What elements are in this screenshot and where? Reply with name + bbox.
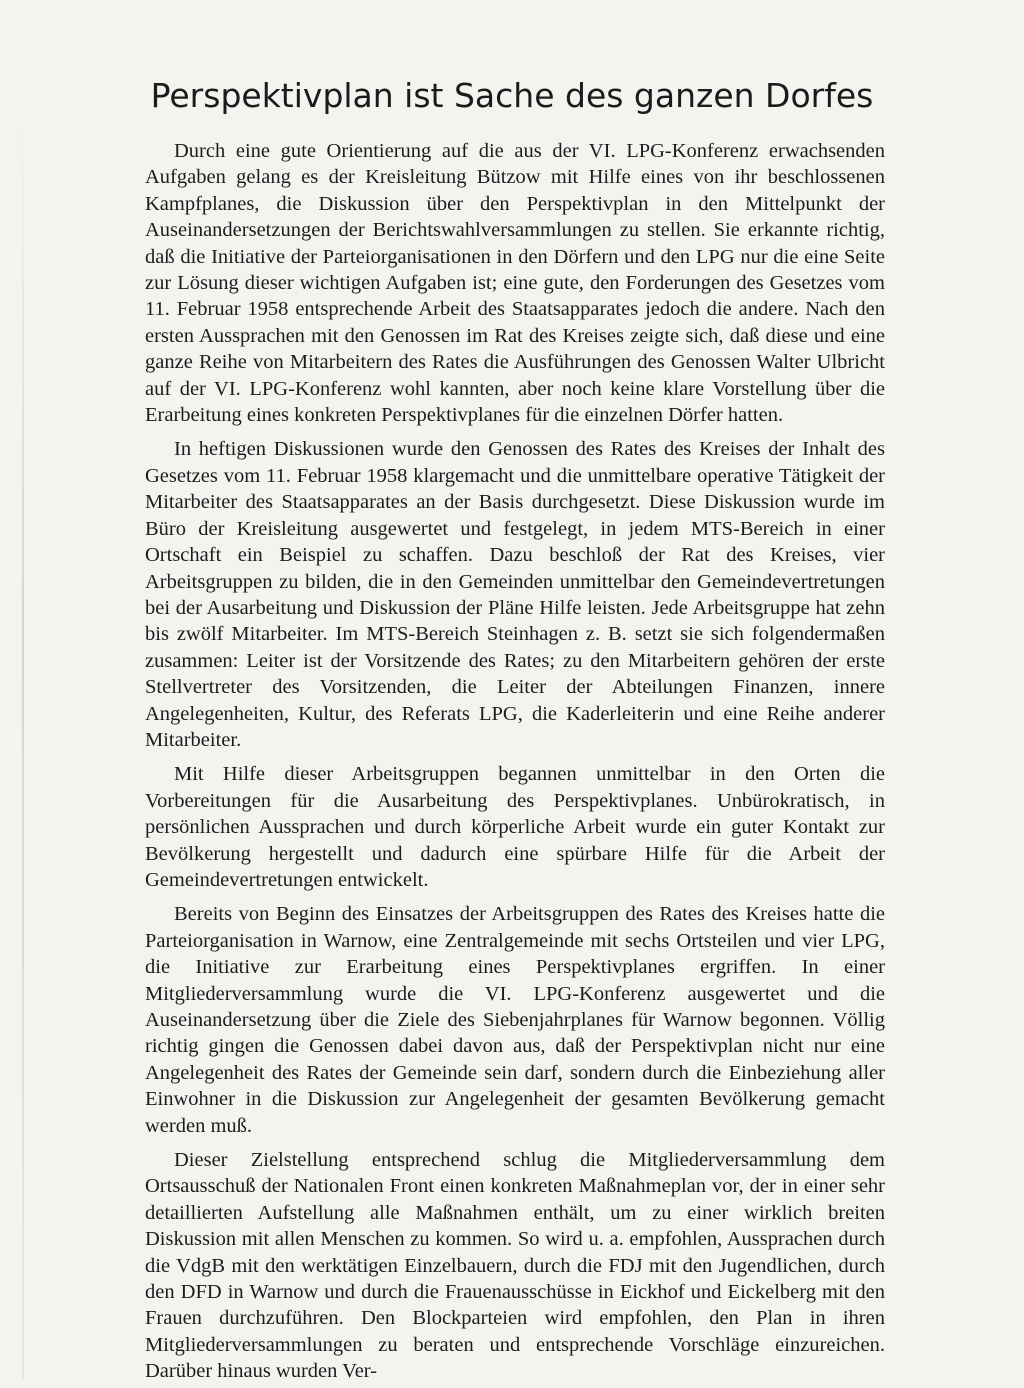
article-title: Perspektivplan ist Sache des ganzen Dorfes: [150, 76, 874, 115]
paragraph-2: In heftigen Diskussionen wurde den Genossen des Rates des Kreises der Inhalt des Gesetzes vom 11. Februar 1958 klargemacht und die unmittelbare operative Tätigkeit der Mitarbeiter des Staatsapparates an der Basis durchgesetzt. Diese Diskussion wurde im Büro der Kreisleitung ausgewertet und festgelegt, in jedem MTS-Bereich in einer Ortschaft ein Beispiel zu schaffen. Dazu beschloß der Rat des Kreises, vier Arbeitsgruppen zu bilden, die in den Gemeinden unmittelbar den Gemeindevertretungen bei der Ausarbeitung und Diskussion der Pläne Hilfe leisten. Jede Arbeitsgruppe hat zehn bis zwölf Mitarbeiter. Im MTS-Bereich Steinhagen z. B. setzt sie sich folgendermaßen zusammen: Leiter ist der Vorsitzende des Rates; zu den Mitarbeitern gehören der erste Stellvertreter des Vorsitzenden, die Leiter der Abteilungen Finanzen, innere Angelegenheiten, Kultur, des Referats LPG, die Kaderleiterin und eine Reihe anderer Mitarbeiter.: [145, 438, 885, 751]
page-edge-shadow: [22, 120, 24, 1380]
paragraph-3: Mit Hilfe dieser Arbeitsgruppen begannen unmittelbar in den Orten die Vorbereitungen für die Ausarbeitung des Perspektivplanes. Unbürokratisch, in persönlichen Aussprachen und durch körperliche Arbeit wurde ein guter Kontakt zur Bevölkerung hergestellt und dadurch eine spürbare Hilfe für die Arbeit der Gemeindevertretungen entwickelt.: [145, 763, 885, 891]
paragraph-5: Dieser Zielstellung entsprechend schlug die Mitgliederversammlung dem Ortsausschuß der Nationalen Front einen konkreten Maßnahmeplan vor, der in einer sehr detaillierten Aufstellung alle Maßnahmen enthält, um zu einer wirklich breiten Diskussion mit allen Menschen zu kommen. So wird u. a. empfohlen, Aussprachen durch die VdgB mit den werktätigen Einzelbauern, durch die FDJ mit den Jugendlichen, durch den DFD in Warnow und durch die Frauenausschüsse in Eickhof und Eickelberg mit den Frauen durchzuführen. Den Blockparteien wird empfohlen, den Plan in ihren Mitgliederversammlungen zu beraten und entsprechende Vorschläge einzureichen. Darüber hinaus wurden Ver-: [145, 1149, 885, 1383]
paragraph-4: Bereits von Beginn des Einsatzes der Arbeitsgruppen des Rates des Kreises hatte die Parteiorganisation in Warnow, eine Zentralgemeinde mit sechs Ortsteilen und vier LPG, die Initiative zur Erarbeitung eines Perspektivplanes ergriffen. In einer Mitgliederversammlung wurde die VI. LPG-Konferenz ausgewertet und die Auseinandersetzung über die Ziele des Siebenjahrplanes für Warnow begonnen. Völlig richtig gingen die Genossen dabei davon aus, daß der Perspektivplan nicht nur eine Angelegenheit des Rates der Gemeinde sein darf, sondern durch die Einbeziehung aller Einwohner in die Diskussion zur Angelegenheit der gesamten Bevölkerung gemacht werden muß.: [145, 903, 885, 1137]
paragraph-1: Durch eine gute Orientierung auf die aus der VI. LPG-Konferenz erwachsenden Aufgaben gelang es der Kreisleitung Bützow mit Hilfe eines von ihr beschlossenen Kampfplanes, die Diskussion über den Perspektivplan in den Mittelpunkt der Auseinandersetzungen der Berichtswahlversammlungen zu stellen. Sie erkannte richtig, daß die Initiative der Parteiorganisationen in den Dörfern und den LPG nur die eine Seite zur Lösung dieser wichtigen Aufgaben ist; eine gute, den Forderungen des Gesetzes vom 11. Februar 1958 entsprechende Arbeit des Staatsapparates jedoch die andere. Nach den ersten Aussprachen mit den Genossen im Rat des Kreises zeigte sich, daß diese und eine ganze Reihe von Mitarbeitern des Rates die Ausführungen des Genossen Walter Ulbricht auf der VI. LPG-Konferenz wohl kannten, aber noch keine klare Vorstellung über die Erarbeitung eines konkreten Perspektivplanes für die einzelnen Dörfer hatten.: [145, 140, 885, 427]
article-body: [145, 138, 885, 1388]
